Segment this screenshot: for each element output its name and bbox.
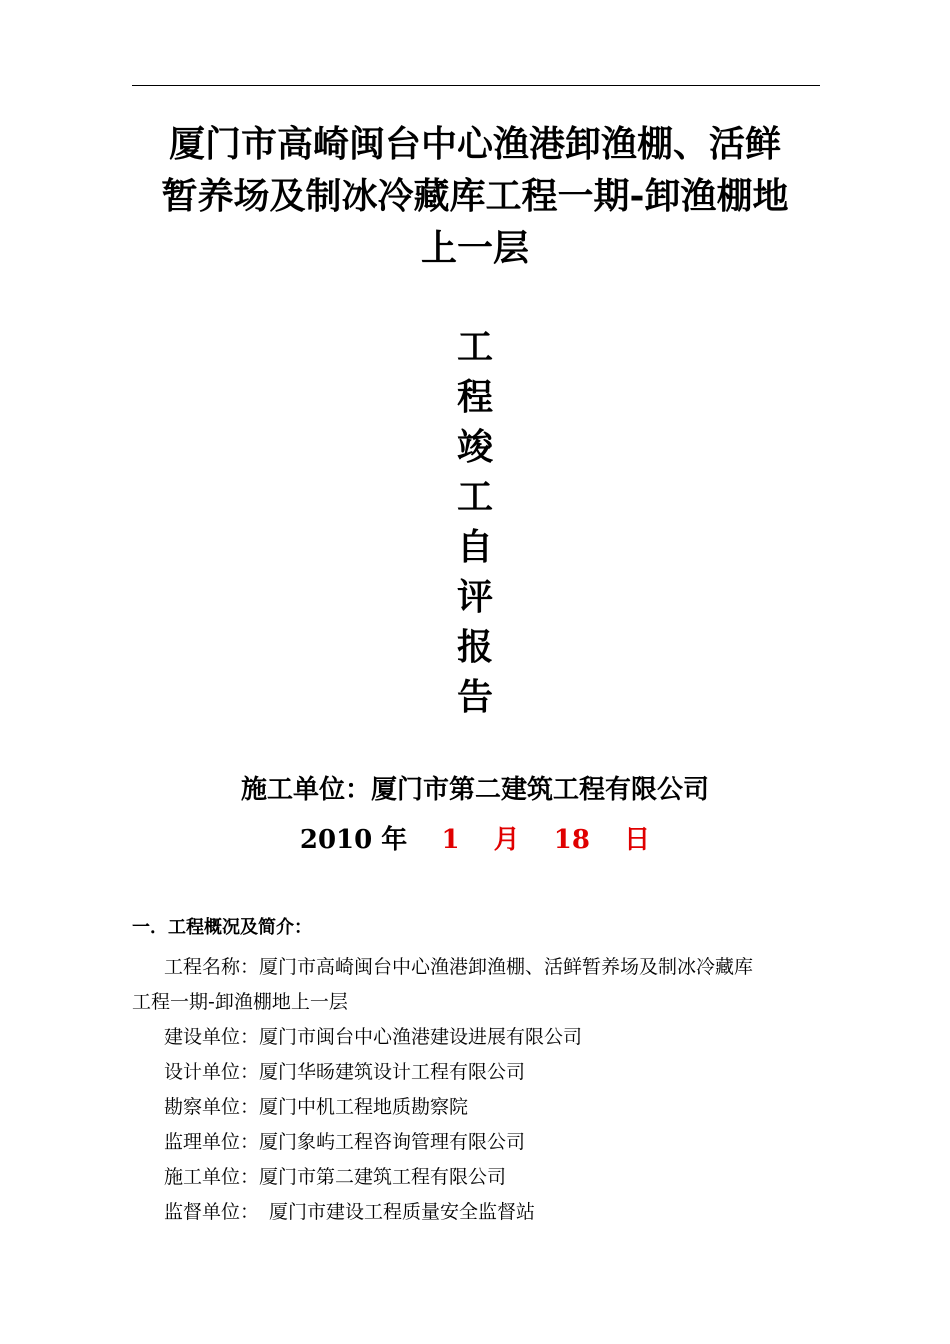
info-value: 厦门象屿工程咨询管理有限公司 [259, 1131, 526, 1153]
document-title [100, 118, 850, 274]
info-label: 监理单位： [164, 1131, 260, 1153]
report-title-char: 工 [456, 476, 493, 518]
info-row-owner [132, 1020, 822, 1055]
info-value: 厦门中机工程地质勘察院 [259, 1096, 469, 1118]
report-title-char: 告 [456, 676, 493, 718]
report-title-char: 竣 [456, 426, 493, 468]
info-value: 厦门市建设工程质量安全监督站 [269, 1201, 536, 1223]
info-row-oversight [132, 1195, 822, 1230]
report-title-char: 报 [456, 626, 493, 668]
info-value: 厦门华旸建筑设计工程有限公司 [259, 1061, 526, 1083]
project-name-row [132, 950, 822, 985]
project-name-label: 工程名称： [164, 956, 260, 978]
section-heading: 一．工程概况及简介： [132, 917, 312, 938]
date-month-unit: 月 [493, 825, 520, 855]
info-label: 设计单位： [164, 1061, 260, 1083]
report-date [100, 820, 850, 860]
info-value: 厦门市第二建筑工程有限公司 [259, 1166, 507, 1188]
date-day: 18 [553, 825, 590, 855]
header-rule [132, 85, 820, 86]
project-info [132, 950, 822, 1230]
date-year: 2010 [299, 825, 373, 855]
date-year-unit: 年 [381, 825, 408, 855]
info-value: 厦门市闽台中心渔港建设进展有限公司 [259, 1026, 583, 1048]
contractor-line: 施工单位：厦门市第二建筑工程有限公司 [240, 775, 709, 805]
info-label: 建设单位： [164, 1026, 260, 1048]
report-title-char: 自 [456, 526, 493, 568]
project-name-value: 厦门市高崎闽台中心渔港卸渔棚、活鲜暂养场及制冰冷藏库 [259, 956, 754, 978]
report-title-char: 程 [456, 376, 493, 418]
report-title-char: 评 [456, 576, 493, 618]
info-row-designer [132, 1055, 822, 1090]
info-label: 监督单位： [164, 1201, 260, 1223]
info-row-surveyor [132, 1090, 822, 1125]
info-row-supervisor [132, 1125, 822, 1160]
project-name-continuation: 工程一期-卸渔棚地上一层 [132, 991, 348, 1013]
title-line-2: 暂养场及制冰冷藏库工程一期-卸渔棚地 [161, 175, 789, 217]
info-label: 施工单位： [164, 1166, 260, 1188]
info-label: 勘察单位： [164, 1096, 260, 1118]
title-line-1: 厦门市高崎闽台中心渔港卸渔棚、活鲜 [168, 123, 781, 165]
info-row-contractor [132, 1160, 822, 1195]
title-line-3: 上一层 [420, 227, 529, 269]
date-day-unit: 日 [624, 825, 651, 855]
date-month: 1 [441, 825, 460, 855]
report-title-vertical [425, 322, 525, 722]
report-title-char: 工 [456, 326, 493, 368]
